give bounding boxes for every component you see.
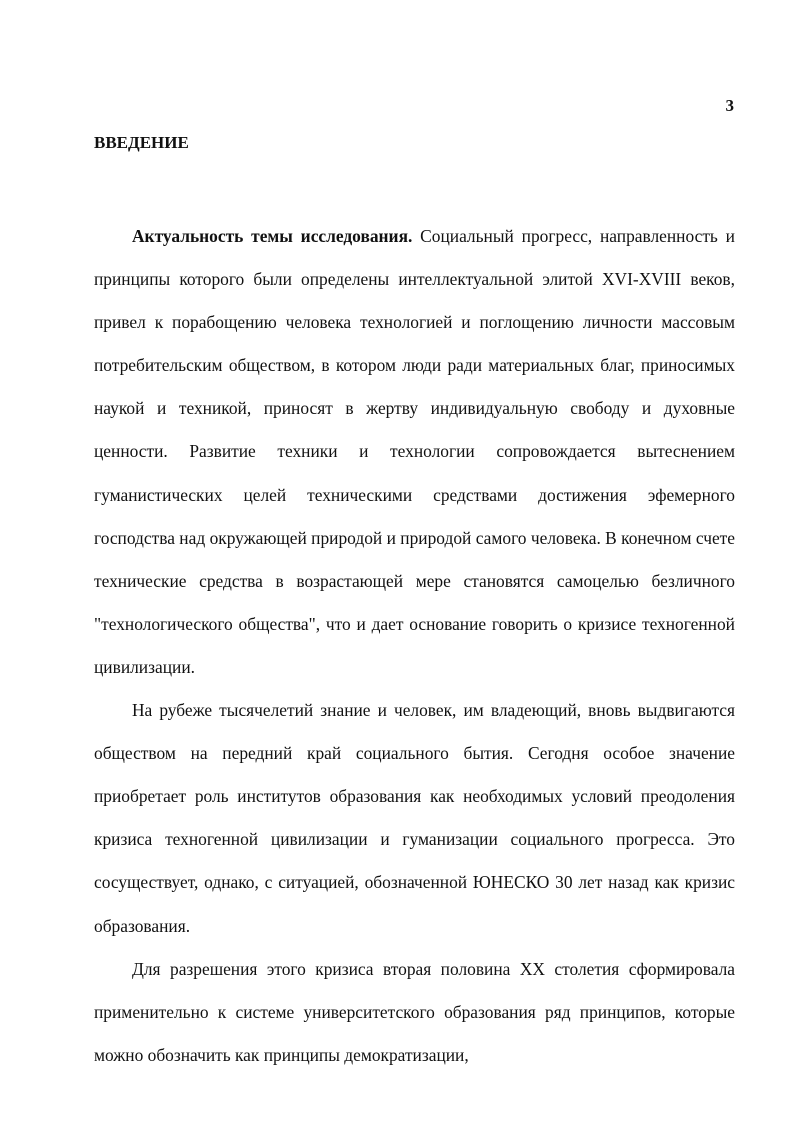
paragraph-text: На рубеже тысячелетий знание и человек, им владеющий, вновь выдвигаются обществом на передний край социального бытия. Сегодня особое значение приобретает роль институтов образования как необходимых условий преодоления кризиса техногенной цивилизации и гуманизации социального прогресса. Это сосуществует, однако, с ситуацией, обозначенной ЮНЕСКО 30 лет назад как кризис образования.: [94, 700, 735, 936]
paragraph-text: Социальный прогресс, направленность и принципы которого были определены интеллектуальной элитой XVI-XVIII веков, привел к порабощению человека технологией и поглощению личности массовым потребительским обществом, в котором люди ради материальных благ, приносимых наукой и техникой, приносят в жертву индивидуальную свободу и духовные ценности. Развитие техники и технологии сопровождается вытеснением гуманистических целей техническими средствами достижения эфемерного господства над окружающей природой и природой самого человека. В конечном счете технические средства в возрастающей мере становятся самоцелью безличного "технологического общества", что и дает основание говорить о кризисе техногенной цивилизации.: [94, 226, 735, 677]
paragraph-relevance: [94, 215, 735, 689]
paragraph-lead: Актуальность темы исследования.: [132, 226, 413, 246]
paragraph-text: Для разрешения этого кризиса вторая половина XX столетия сформировала применительно к системе университетского образования ряд принципов, которые можно обозначить как принципы демократизации,: [94, 958, 735, 1065]
paragraph-millennium: [94, 689, 735, 948]
section-heading: ВВЕДЕНИЕ: [94, 133, 189, 152]
body-text: [94, 215, 735, 1077]
page-number: 3: [725, 96, 734, 115]
paragraph-resolution: [94, 948, 735, 1077]
